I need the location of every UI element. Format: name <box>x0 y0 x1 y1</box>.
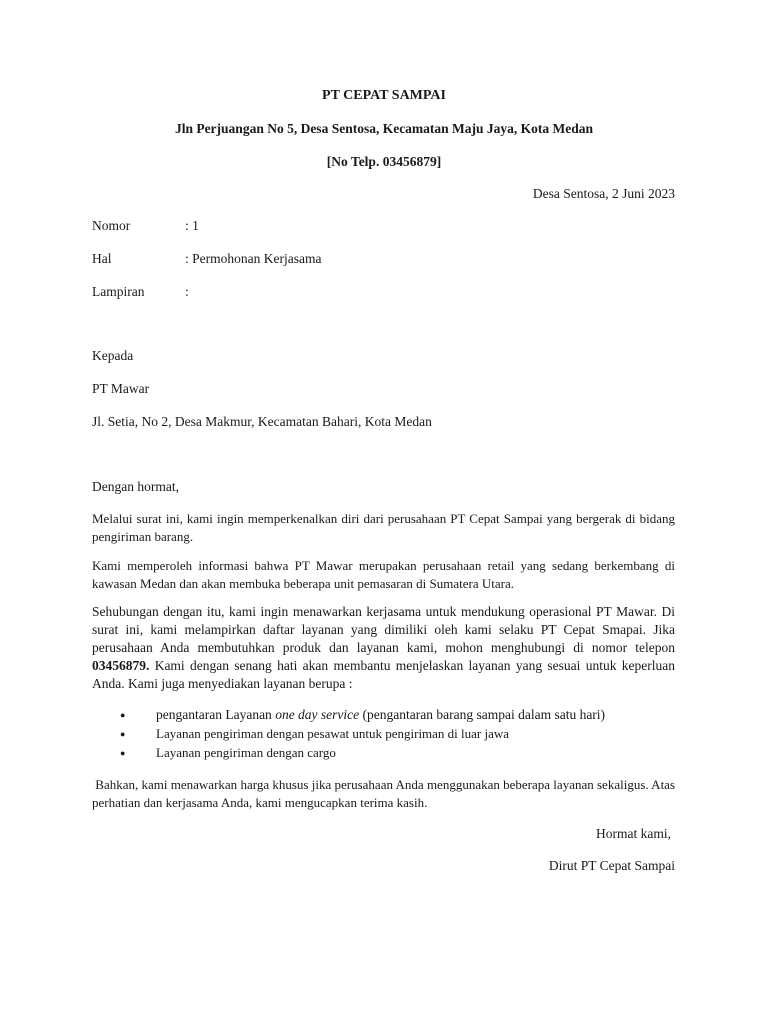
paragraph-offer <box>92 603 675 693</box>
meta-label-hal: Hal <box>92 251 112 266</box>
paragraph-offer-phone: 03456879. <box>92 658 150 673</box>
paragraph-info: Kami memperoleh informasi bahwa PT Mawar merupakan perusahaan retail yang sedang berkembang di kawasan Medan dan akan membuka beberapa unit pemasaran di Sumatera Utara. <box>92 558 675 591</box>
recipient-name: PT Mawar <box>92 381 150 396</box>
paragraph-offer-text-1: Sehubungan dengan itu, kami ingin menawarkan kerjasama untuk mendukung operasional PT Mawar. Di surat ini, kami melampirkan daftar layanan yang dimiliki oleh kami selaku PT Cepat Smapai. Jika perusahaan Anda membutuhkan produk dan layanan kami, mohon menghubungi di nomor telepon <box>92 604 675 655</box>
paragraph-intro: Melalui surat ini, kami ingin memperkenalkan diri dari perusahaan PT Cepat Sampai yang bergerak di bidang pengiriman barang. <box>92 511 675 544</box>
bullet-icon: ● <box>120 710 126 720</box>
bullet-icon: ● <box>120 729 126 739</box>
meta-label-lampiran: Lampiran <box>92 284 145 299</box>
meta-value-lampiran: : <box>185 284 189 299</box>
service-item-text-1: pengantaran Layanan <box>156 707 276 722</box>
service-item-text <box>156 706 605 724</box>
paragraph-closing: Bahkan, kami menawarkan harga khusus jika perusahaan Anda menggunakan beberapa layanan sekaligus. Atas perhatian dan kerjasama Anda, kami mengucapkan terima kasih. <box>92 777 679 810</box>
recipient-address: Jl. Setia, No 2, Desa Makmur, Kecamatan Bahari, Kota Medan <box>92 414 432 429</box>
service-item-text: Layanan pengiriman dengan pesawat untuk pengiriman di luar jawa <box>156 726 510 741</box>
meta-value-hal: : Permohonan Kerjasama <box>185 251 322 266</box>
company-address: Jln Perjuangan No 5, Desa Sentosa, Kecamatan Maju Jaya, Kota Medan <box>174 121 594 136</box>
salutation: Dengan hormat, <box>92 479 179 494</box>
service-item-italic: one day service <box>275 707 360 722</box>
bullet-icon: ● <box>120 748 126 758</box>
letter-date: Desa Sentosa, 2 Juni 2023 <box>532 186 675 201</box>
paragraph-offer-text-2: Kami dengan senang hati akan membantu menjelaskan layanan yang sesuai untuk keperluan Anda. Kami juga menyediakan layanan berupa : <box>92 658 675 691</box>
company-name: PT CEPAT SAMPAI <box>322 88 446 103</box>
service-item-text-2: (pengantaran barang sampai dalam satu hari) <box>359 707 606 722</box>
meta-value-nomor: : 1 <box>185 218 199 233</box>
closing-signatory: Dirut PT Cepat Sampai <box>548 858 675 873</box>
company-phone: [No Telp. 03456879] <box>326 154 442 169</box>
service-item-text: Layanan pengiriman dengan cargo <box>156 745 336 760</box>
closing-greeting: Hormat kami, <box>596 826 671 841</box>
meta-label-nomor: Nomor <box>92 218 131 233</box>
recipient-to: Kepada <box>92 348 134 363</box>
